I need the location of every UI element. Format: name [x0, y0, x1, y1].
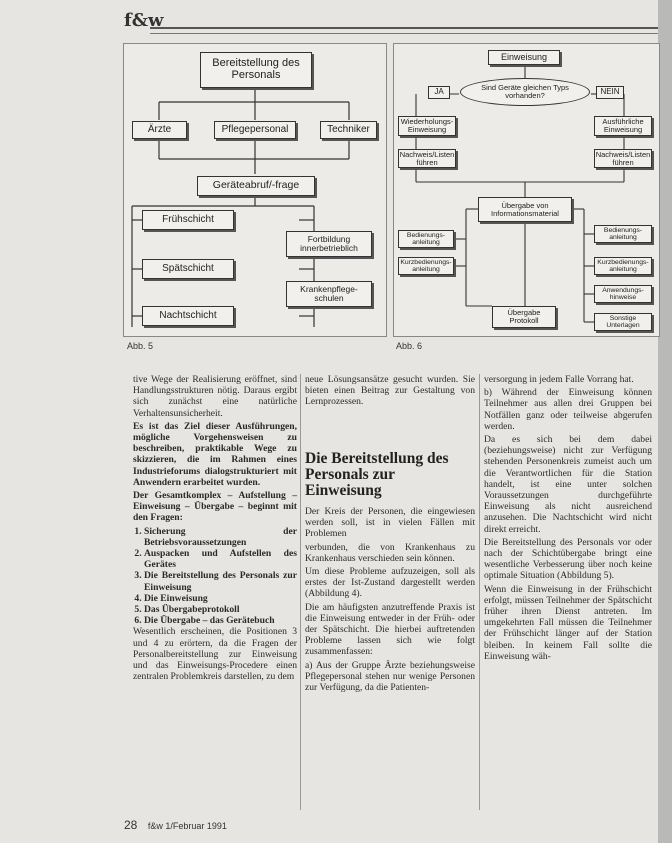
box-anwendungshinweise: Anwendungs-hinweise: [594, 285, 652, 303]
header-rule-thin: [150, 33, 658, 34]
box-kurzbedienungsanleitung-links: Kurzbedienungs-anleitung: [398, 257, 454, 275]
col2-paragraph-1: neue Lösungsansätze gesucht wurden. Sie bieten einen Beitrag zur Gestaltung von Lernprozessen.: [305, 374, 475, 408]
box-fortbildung: Fortbildung innerbetrieblich: [286, 231, 372, 257]
text-column-1: [133, 374, 297, 684]
box-ja: JA: [428, 86, 450, 99]
col3-item-b: b) Während der Einweisung können Teilnehmer aus allen drei Gruppen bei Notfällen ganz oder teilweise abgerufen werden.: [484, 387, 652, 432]
box-bedienungsanleitung-links: Bedienungs-anleitung: [398, 230, 454, 248]
box-spaetschicht: Spätschicht: [142, 259, 234, 279]
col1-paragraph-1: tive Wege der Realisierung eröffnet, sind Handlungsstrukturen nötig. Daraus ergibt sich zunächst eine natürliche Verhaltensunsicherheit.: [133, 374, 297, 419]
section-heading: Die Bereitstellung des Personals zur Einweisung: [305, 450, 449, 499]
box-nachtschicht: Nachtschicht: [142, 306, 234, 326]
col3-paragraph-4: Wenn die Einweisung in der Frühschicht erfolgt, müssen Teilnehmer der Spätschicht früher ihren Dienst antreten. Im umgekehrten Fall müssen die Teilnehmer der Frühschicht länger auf der Station bleiben. In keinem Fall sollte die Einweisung wäh-: [484, 583, 652, 662]
box-bedienungsanleitung-rechts: Bedienungs-anleitung: [594, 225, 652, 243]
box-sonstige-unterlagen: Sonstige Unterlagen: [594, 313, 652, 331]
list-item: 5. Das Übergabeprotokoll: [144, 604, 297, 615]
list-item: 1. Sicherung der Betriebsvoraussetzungen: [144, 526, 297, 548]
col3-paragraph-2: Da es sich bei dem dabei (beziehungsweise) nicht zur Verfügung stehenden Personenkreis zumeist auch um die Verantwortlichen für die Station handelt, ist eine unter solchen Voraussetzungen durchgeführte Einweisung als nicht ausreichend anzusehen. Die Nachtschicht wird nicht direkt erreicht.: [484, 434, 652, 535]
box-krankenpflegeschulen: Krankenpflege-schulen: [286, 281, 372, 307]
box-pflegepersonal: Pflegepersonal: [214, 121, 296, 139]
box-fruehschicht: Frühschicht: [142, 210, 234, 230]
figure-5-caption: Abb. 5: [127, 341, 154, 351]
col2-item-a: a) Aus der Gruppe Ärzte beziehungsweise Pflegepersonal stehen nur wenige Personen zur Verfügung, da die Patienten-: [305, 659, 475, 694]
box-einweisung: Einweisung: [488, 50, 560, 65]
figure-5: [123, 43, 387, 337]
text-column-2: [305, 506, 475, 695]
col1-question-list: [133, 526, 297, 627]
page-number: 28: [124, 818, 138, 832]
box-bereitstellung: Bereitstellung des Personals: [200, 52, 312, 88]
list-item: 2. Auspacken und Aufstellen des Gerätes: [144, 548, 297, 570]
col3-paragraph-1: versorgung in jedem Falle Vorrang hat.: [484, 374, 634, 385]
figure-6-caption: Abb. 6: [396, 341, 423, 351]
box-nein: NEIN: [596, 86, 624, 99]
col2-paragraph-3: verbunden, die von Krankenhaus zu Krankenhaus verschieden sein können.: [305, 541, 475, 564]
col2-paragraph-5: Die am häufigsten anzutreffende Praxis ist die Einweisung entweder in der Früh- oder der Spätschicht. Die hierbei auftretenden Probleme lassen sich wie folgt zusammenfassen:: [305, 601, 475, 658]
col1-paragraph-3: Der Gesamtkomplex – Aufstellung – Einweisung – Übergabe – beginnt mit den Fragen:: [133, 490, 297, 524]
col1-paragraph-4: Wesentlich erscheinen, die Positionen 3 und 4 zu erörtern, da die Fragen der Personalbereitstellung zur Einweisung und das Einweisungs-Procedere einen zentralen Problemkreis darstellen, zu dem: [133, 626, 297, 683]
col3-paragraph-3: Die Bereitstellung des Personals vor oder nach der Schichtübergabe bringt eine wesentliche Verbesserung über noch keine optimale Situation (Abbildung 5).: [484, 536, 652, 582]
page-footer: [124, 818, 227, 832]
list-item: 6. Die Übergabe – das Gerätebuch: [144, 615, 297, 626]
box-uebergabe-informationsmaterial: Übergabe von Informationsmaterial: [478, 197, 572, 222]
box-nachweis-rechts: Nachweis/Listen führen: [595, 149, 651, 167]
text-column-2-top: [305, 374, 475, 410]
box-geraeteabruf: Geräteabruf/-frage: [197, 176, 315, 196]
journal-logo: f&w: [124, 10, 164, 31]
list-item: 3. Die Bereitstellung des Personals zur Einweisung: [144, 570, 297, 592]
col1-paragraph-2: Es ist das Ziel dieser Ausführungen, mögliche Vorgehensweisen zu beschreiben, praktikable Wege zu skizzieren, die im Rahmen eines Industrieforums dialogstrukturiert mit Anwendern erarbeitet wurden.: [133, 420, 297, 488]
col2-paragraph-2: Der Kreis der Personen, die eingewiesen werden soll, ist in vielen Fällen mit Problemen: [305, 506, 475, 540]
box-ausfuehrliche-einweisung: Ausführliche Einweisung: [594, 116, 652, 136]
col2-paragraph-4: Um diese Probleme aufzuzeigen, soll als erstes der Ist-Zustand dargestellt werden (Abbildung 4).: [305, 566, 475, 600]
box-aerzte: Ärzte: [132, 121, 187, 139]
list-item: 4. Die Einweisung: [144, 593, 297, 604]
column-rule-1: [300, 374, 301, 810]
column-rule-2: [479, 374, 480, 810]
box-frage-geraete: Sind Geräte gleichen Typs vorhanden?: [460, 78, 590, 106]
text-column-3: [484, 374, 652, 664]
journal-reference: f&w 1/Februar 1991: [147, 821, 227, 831]
box-techniker: Techniker: [320, 121, 377, 139]
box-nachweis-links: Nachweis/Listen führen: [399, 149, 455, 167]
figure-6: [393, 43, 660, 337]
box-kurzbedienungsanleitung-rechts: Kurzbedienungs-anleitung: [594, 257, 652, 275]
box-uebergabe-protokoll: Übergabe Protokoll: [492, 306, 556, 328]
header-rule: [150, 27, 658, 29]
box-wiederholungs-einweisung: Wiederholungs-Einweisung: [398, 116, 456, 136]
